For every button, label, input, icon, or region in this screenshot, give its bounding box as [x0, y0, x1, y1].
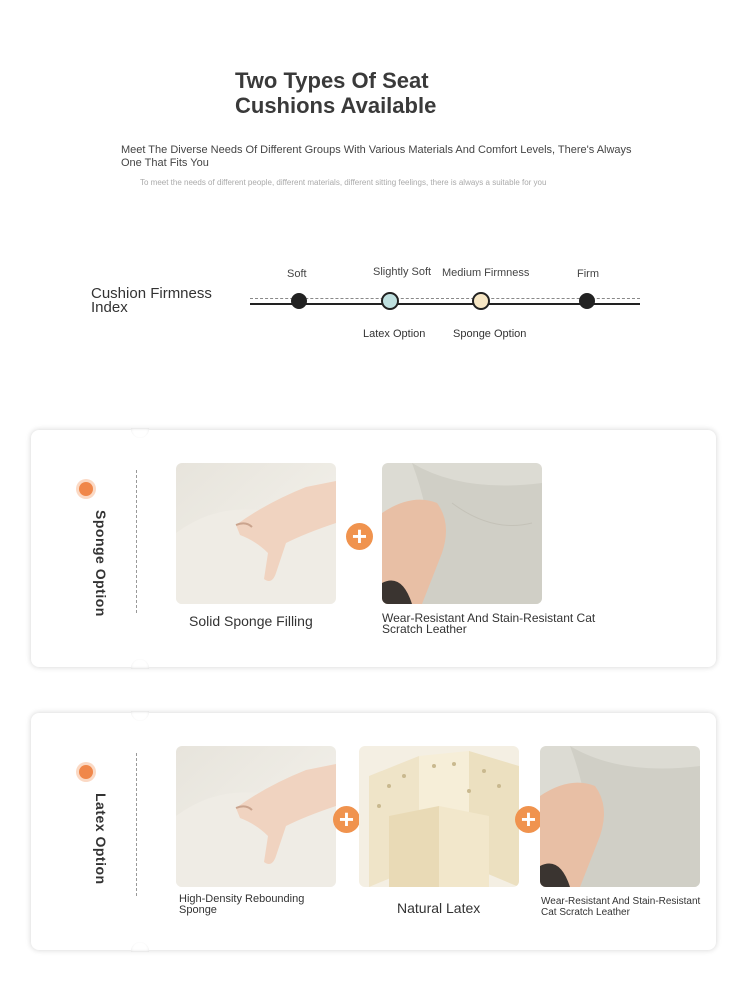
- page-subtitle-small: To meet the needs of different people, different materials, different sitting feelings, there is always a suitable for you: [140, 178, 547, 187]
- caption-natural-latex: Natural Latex: [397, 900, 481, 916]
- page-subtitle: Meet The Diverse Needs Of Different Groups With Various Materials And Comfort Levels, There's Always One That Fits You: [121, 144, 632, 169]
- card-notch: [131, 428, 149, 438]
- caption-leather: Wear-Resistant And Stain-Resistant Cat Scratch Leather: [382, 611, 596, 636]
- card-notch: [131, 942, 149, 952]
- firmness-level-slightly-soft: Slightly Soft: [373, 266, 432, 278]
- divider: [136, 470, 137, 613]
- caption-solid-sponge: Solid Sponge Filling: [189, 613, 313, 629]
- latex-option-card: [31, 713, 716, 950]
- caption-leather: Wear-Resistant And Stain-Resistant Cat Scratch Leather: [541, 896, 701, 918]
- firmness-option-latex: Latex Option: [363, 328, 426, 340]
- leather-photo-icon: [382, 463, 542, 604]
- latex-option-label: Latex Option: [93, 793, 109, 885]
- firmness-dot-slightly-soft: [381, 292, 399, 310]
- firmness-dot-medium: [472, 292, 490, 310]
- card-notch: [131, 659, 149, 669]
- caption-high-density-sponge: High-Density Rebounding Sponge: [179, 893, 305, 916]
- orange-dot-icon: [79, 482, 93, 496]
- firmness-option-sponge: Sponge Option: [453, 328, 527, 340]
- card-notch: [131, 711, 149, 721]
- firmness-dot-firm: [579, 293, 595, 309]
- divider: [136, 753, 137, 896]
- leather-photo-icon: [540, 746, 700, 887]
- sponge-press-photo-icon: [176, 746, 336, 887]
- sponge-option-label: Sponge Option: [93, 510, 109, 617]
- latex-blocks-photo-icon: [359, 746, 519, 887]
- firmness-level-soft: Soft: [287, 268, 307, 280]
- page-title: Two Types Of Seat Cushions Available: [235, 68, 437, 118]
- firmness-level-medium: Medium Firmness: [442, 267, 530, 279]
- orange-dot-icon: [79, 765, 93, 779]
- firmness-dot-soft: [291, 293, 307, 309]
- plus-icon: +: [515, 806, 542, 833]
- firmness-level-firm: Firm: [577, 268, 599, 280]
- plus-icon: +: [333, 806, 360, 833]
- sponge-press-photo-icon: [176, 463, 336, 604]
- firmness-index-label: Cushion Firmness Index: [91, 285, 212, 316]
- plus-icon: +: [346, 523, 373, 550]
- sponge-option-card: [31, 430, 716, 667]
